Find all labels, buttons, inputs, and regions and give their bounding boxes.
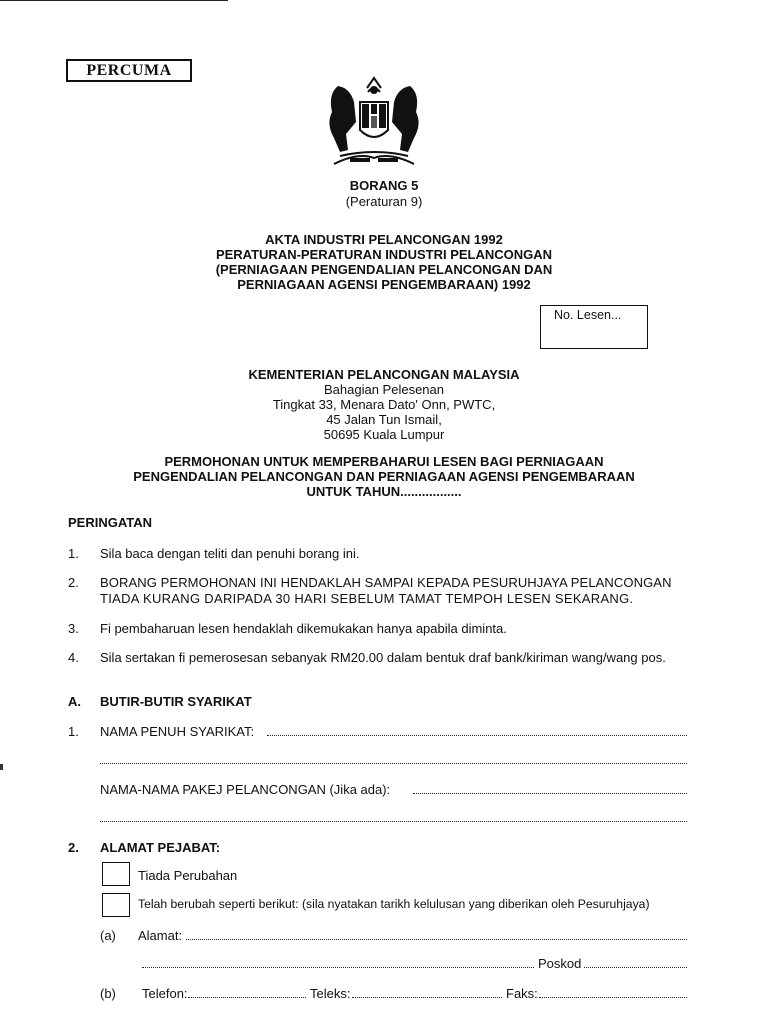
ministry-address-line: Bahagian Pelesenan <box>324 382 444 397</box>
address-field-cont[interactable] <box>142 967 534 968</box>
form-title: BORANG 5 <box>349 178 419 193</box>
free-stamp: PERCUMA <box>66 59 192 82</box>
question-number: 2. <box>68 840 79 855</box>
packages-label: NAMA-NAMA PAKEJ PELANCONGAN (Jika ada): <box>100 782 391 797</box>
changed-checkbox[interactable] <box>102 893 130 917</box>
application-title-line: PERMOHONAN UNTUK MEMPERBAHARUI LESEN BAGI PERNIAGAAN <box>164 454 604 469</box>
warning-heading: PERINGATAN <box>68 515 153 530</box>
postcode-label: Poskod <box>538 956 582 971</box>
phone-label: Telefon: <box>142 986 188 1001</box>
act-line: PERATURAN-PERATURAN INDUSTRI PELANCONGAN <box>215 247 553 262</box>
company-name-label: NAMA PENUH SYARIKAT: <box>100 724 255 739</box>
act-line: (PERNIAGAAN PENGENDALIAN PELANCONGAN DAN <box>215 262 553 277</box>
warning-number: 4. <box>68 650 79 665</box>
office-address-heading: ALAMAT PEJABAT: <box>100 840 221 855</box>
scan-margin-mark <box>0 764 3 770</box>
sub-item-a: (a) <box>100 928 116 943</box>
changed-label: Telah berubah seperti berikut: (sila nyatakan tarikh kelulusan yang diberikan oleh Pesuruhjaya) <box>138 897 650 911</box>
act-line: AKTA INDUSTRI PELANCONGAN 1992 <box>265 232 503 247</box>
no-change-label: Tiada Perubahan <box>138 868 238 883</box>
act-line: PERNIAGAAN AGENSI PENGEMBARAAN) 1992 <box>237 277 531 292</box>
ministry-address-line: 50695 Kuala Lumpur <box>323 427 445 442</box>
ministry-address-line: 45 Jalan Tun Ismail, <box>326 412 442 427</box>
warning-number: 2. <box>68 575 79 590</box>
telex-field[interactable] <box>352 997 502 998</box>
packages-field[interactable] <box>413 793 687 794</box>
warning-number: 3. <box>68 621 79 636</box>
ministry-name: KEMENTERIAN PELANCONGAN MALAYSIA <box>248 367 520 382</box>
application-title-line: UNTUK TAHUN................. <box>306 484 462 499</box>
warning-text: TIADA KURANG DARIPADA 30 HARI SEBELUM TAMAT TEMPOH LESEN SEKARANG. <box>100 591 634 606</box>
warning-text: Fi pembaharuan lesen hendaklah dikemukakan hanya apabila diminta. <box>100 621 507 636</box>
postcode-field[interactable] <box>584 967 687 968</box>
warning-text: Sila baca dengan teliti dan penuhi borang ini. <box>100 546 360 561</box>
company-name-field[interactable] <box>267 735 687 736</box>
coat-of-arms-icon <box>318 72 430 170</box>
fax-label: Faks: <box>506 986 538 1001</box>
telex-label: Teleks: <box>310 986 351 1001</box>
packages-field-cont[interactable] <box>100 821 687 822</box>
fax-field[interactable] <box>539 997 687 998</box>
warning-text: BORANG PERMOHONAN INI HENDAKLAH SAMPAI KEPADA PESURUHJAYA PELANCONGAN <box>100 575 672 590</box>
ministry-address-line: Tingkat 33, Menara Dato' Onn, PWTC, <box>272 397 496 412</box>
no-change-checkbox[interactable] <box>102 862 130 886</box>
scan-edge-line <box>0 0 228 1</box>
warning-number: 1. <box>68 546 79 561</box>
question-number: 1. <box>68 724 79 739</box>
company-name-field-cont[interactable] <box>100 763 687 764</box>
address-field[interactable] <box>186 939 687 940</box>
form-regulation: (Peraturan 9) <box>345 194 423 209</box>
section-heading: BUTIR-BUTIR SYARIKAT <box>100 694 252 709</box>
license-number-box[interactable] <box>540 305 648 349</box>
warning-text: Sila sertakan fi pemerosesan sebanyak RM20.00 dalam bentuk draf bank/kiriman wang/wang pos. <box>100 650 666 665</box>
address-label: Alamat: <box>138 928 183 943</box>
section-letter: A. <box>68 694 81 709</box>
phone-field[interactable] <box>188 997 306 998</box>
license-number-label: No. Lesen... <box>554 308 622 322</box>
sub-item-b: (b) <box>100 986 116 1001</box>
application-title-line: PENGENDALIAN PELANCONGAN DAN PERNIAGAAN AGENSI PENGEMBARAAN <box>133 469 635 484</box>
